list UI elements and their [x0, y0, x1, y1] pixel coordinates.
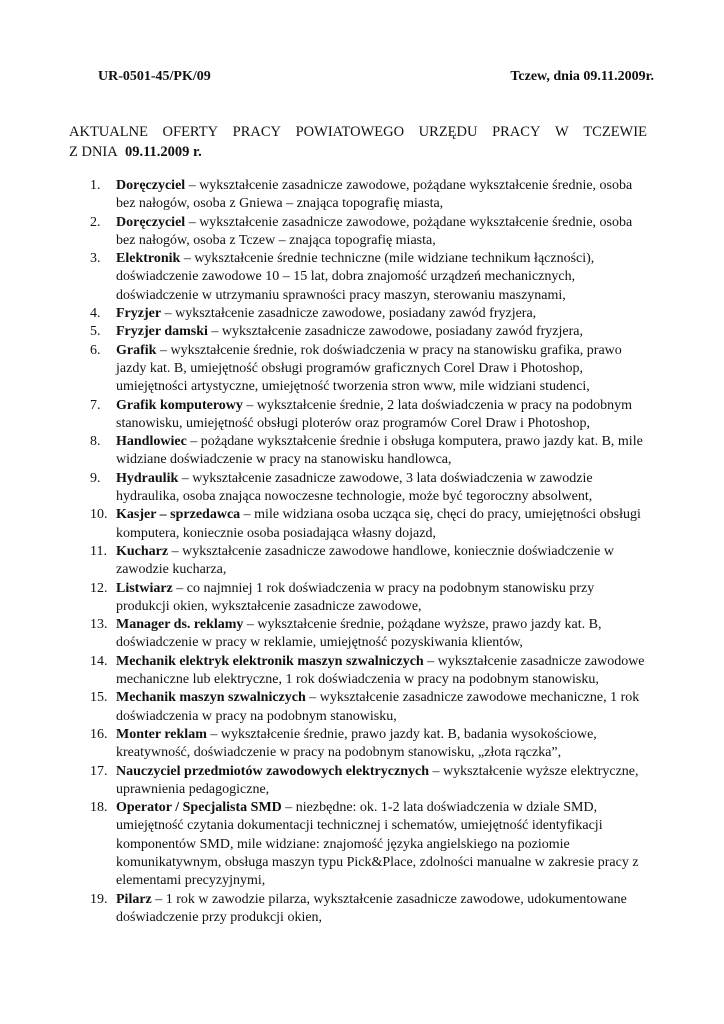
job-offer-item	[90, 323, 648, 341]
job-offer-item	[90, 689, 648, 726]
offer-number: 17.	[90, 763, 108, 779]
offer-title: Doręczyciel	[116, 214, 186, 230]
offer-number: 16.	[90, 726, 108, 742]
title-date: 09.11.2009 r.	[124, 144, 202, 160]
offer-title: Fryzjer	[116, 306, 162, 322]
job-offer-item	[90, 891, 648, 928]
offer-description: – wykształcenie zasadnicze zawodowe mechaniczne lub elektryczne, 1 rok doświadczenia w pracy na podobnym stanowisku,	[116, 653, 645, 688]
offer-title: Mechanik elektryk elektronik maszyn szwalniczych	[116, 653, 424, 669]
title-word: OFERTY	[162, 124, 219, 140]
offer-description: – wykształcenie zasadnicze zawodowe, posiadany zawód fryzjera,	[207, 324, 583, 340]
offer-number: 13.	[90, 617, 108, 633]
document-title	[69, 122, 647, 162]
offer-description: – niezbędne: ok. 1-2 lata doświadczenia w dziale SMD, umiejętność czytania dokumentacji technicznej i schematów, umiejętność identyfikacji komponentów SMD, mile widziane: znajomość języka angielskiego na poziomie komunikatywnym, obsługa maszyn typu Pick&Place, zdolności manualne w zakresie pracy z elementami precyzyjnymi,	[116, 800, 639, 889]
offer-title: Mechanik maszyn szwalniczych	[116, 690, 306, 706]
job-offer-item	[90, 397, 648, 434]
offer-number: 6.	[90, 342, 101, 358]
offer-number: 14.	[90, 653, 108, 669]
offer-number: 11.	[90, 543, 107, 559]
offer-number: 18.	[90, 800, 108, 816]
title-word: PRACY	[492, 124, 541, 140]
offer-number: 7.	[90, 397, 101, 413]
title-date-prefix: Z DNIA	[69, 144, 118, 160]
offer-title: Kucharz	[116, 543, 169, 559]
job-offer-item	[90, 214, 648, 251]
job-offer-item	[90, 250, 648, 305]
title-word: TCZEWIE	[583, 124, 647, 140]
job-offer-item	[90, 763, 648, 800]
job-offer-item	[90, 799, 648, 890]
offer-title: Listwiarz	[116, 580, 173, 596]
offer-description: – wykształcenie średnie, 2 lata doświadczenia w pracy na podobnym stanowisku, umiejętność obsługi ploterów oraz programów Corel Draw i Photoshop,	[116, 397, 633, 431]
offer-description: – wykształcenie zasadnicze zawodowe, pożądane wykształcenie średnie, osoba bez nałogów, osoba z Tczew – znająca topografię miasta,	[116, 214, 633, 248]
offer-description: – wykształcenie zasadnicze zawodowe, 3 lata doświadczenia w zawodzie hydraulika, osoba znająca nowoczesne technologie, może być tegoroczny absolwent,	[116, 470, 593, 505]
job-offer-item	[90, 726, 648, 763]
offer-description: – wykształcenie zasadnicze zawodowe mechaniczne, 1 rok doświadczenia w pracy na podobnym stanowisku,	[116, 690, 640, 724]
job-offer-item	[90, 305, 648, 323]
job-offer-item	[90, 433, 648, 470]
job-offer-item	[90, 470, 648, 507]
offer-title: Doręczyciel	[116, 178, 186, 193]
job-offer-item	[90, 580, 648, 617]
offer-description: – wykształcenie średnie, prawo jazdy kat. B, badania wysokościowe, kreatywność, doświadczenie w pracy na podobnym stanowisku, „złota rączka”,	[116, 726, 597, 761]
title-word: AKTUALNE	[69, 124, 148, 140]
title-word: URZĘDU	[418, 124, 478, 140]
offer-title: Handlowiec	[116, 434, 187, 450]
title-line-1	[69, 122, 647, 142]
offer-number: 19.	[90, 891, 108, 907]
offer-title: Pilarz	[116, 891, 152, 907]
offer-description: – wykształcenie zasadnicze zawodowe, posiadany zawód fryzjera,	[161, 306, 537, 322]
offer-title: Hydraulik	[116, 470, 179, 486]
offer-description: – wykształcenie wyższe elektryczne, uprawnienia pedagogiczne,	[116, 763, 639, 797]
offer-title: Nauczyciel przedmiotów zawodowych elektrycznych	[116, 763, 429, 779]
job-offer-item	[90, 616, 648, 653]
offer-number: 1.	[90, 178, 101, 193]
offer-number: 4.	[90, 306, 101, 322]
title-word: POWIATOWEGO	[295, 124, 405, 140]
title-line-2	[69, 142, 647, 162]
offer-number: 9.	[90, 470, 101, 486]
offer-description: – wykształcenie średnie, pożądane wyższe, prawo jazdy kat. B, doświadczenie w pracy w reklamie, umiejętność pozyskiwania klientów,	[116, 617, 602, 651]
offer-description: – pożądane wykształcenie średnie i obsługa komputera, prawo jazdy kat. B, mile widziane doświadczenie w pracy na stanowisku handlowca,	[116, 434, 643, 468]
offer-number: 12.	[90, 580, 108, 596]
document-date: Tczew, dnia 09.11.2009r.	[510, 69, 654, 84]
job-offer-item	[90, 506, 648, 543]
title-word: W	[555, 124, 569, 140]
offer-title: Grafik komputerowy	[116, 397, 243, 413]
offer-description: – wykształcenie zasadnicze zawodowe, pożądane wykształcenie średnie, osoba bez nałogów, osoba z Gniewa – znająca topografię miasta,	[116, 178, 633, 212]
offer-title: Kasjer – sprzedawca	[116, 507, 241, 523]
offer-number: 2.	[90, 214, 101, 230]
offer-number: 8.	[90, 434, 101, 450]
offer-description: – wykształcenie średnie techniczne (mile widziane technikum łączności), doświadczenie zawodowe 10 – 15 lat, dobra znajomość urządzeń mechanicznych, doświadczenie w utrzymaniu sprawności pracy maszyn, sterowaniu maszynami,	[116, 251, 595, 303]
offer-number: 5.	[90, 324, 101, 340]
offer-title: Monter reklam	[116, 726, 207, 742]
title-word: PRACY	[232, 124, 282, 140]
offer-title: Fryzjer damski	[116, 324, 208, 340]
job-offer-item	[90, 177, 648, 214]
job-offer-item	[90, 653, 648, 690]
offer-number: 10.	[90, 507, 108, 523]
offer-title: Manager ds. reklamy	[116, 617, 244, 633]
job-offer-item	[90, 543, 648, 580]
job-offer-item	[90, 342, 648, 397]
offer-description: – mile widziana osoba ucząca się, chęci do pracy, umiejętności obsługi komputera, koniecznie osoba posiadająca własny dojazd,	[116, 507, 641, 541]
offer-title: Elektronik	[116, 251, 181, 267]
offer-description: – 1 rok w zawodzie pilarza, wykształcenie zasadnicze zawodowe, udokumentowane doświadczenie przy produkcji okien,	[116, 891, 627, 925]
offer-number: 3.	[90, 251, 101, 267]
offer-description: – wykształcenie zasadnicze zawodowe handlowe, koniecznie doświadczenie w zawodzie kucharza,	[116, 543, 614, 578]
offer-description: – wykształcenie średnie, rok doświadczenia w pracy na stanowisku grafika, prawo jazdy kat. B, umiejętność obsługi programów graficznych Corel Draw i Photoshop, umiejętności artystyczne, umiejętność tworzenia stron www, mile widziani studenci,	[116, 342, 622, 395]
offer-title: Grafik	[116, 342, 157, 358]
offer-title: Operator / Specjalista SMD	[116, 800, 282, 816]
job-offers-list	[90, 177, 648, 927]
offer-description: – co najmniej 1 rok doświadczenia w pracy na podobnym stanowisku przy produkcji okien, wykształcenie zasadnicze zawodowe,	[116, 580, 595, 614]
document-reference: UR-0501-45/PK/09	[98, 69, 211, 84]
offer-number: 15.	[90, 690, 108, 706]
